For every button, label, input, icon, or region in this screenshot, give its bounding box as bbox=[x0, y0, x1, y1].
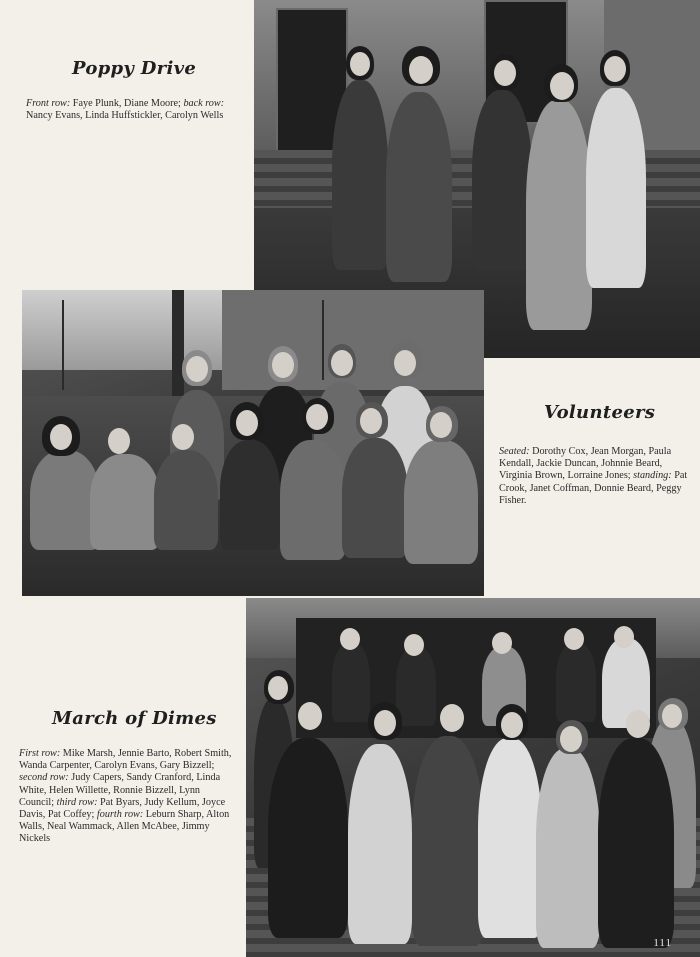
caption-part: Front row: bbox=[26, 98, 73, 109]
caption-part: fourth row: bbox=[96, 809, 146, 821]
caption-part: Pat Byars, Judy Kellum, Joyce Davis, Pat Coffey; bbox=[19, 796, 226, 821]
poppy-drive-caption bbox=[26, 98, 244, 122]
caption-part: Seated: bbox=[499, 446, 533, 457]
poppy-drive-title: Poppy Drive bbox=[72, 58, 197, 79]
caption-part: Pat Crook, Janet Coffman, Donnie Beard, Peggy Fisher. bbox=[499, 470, 688, 506]
page-number: 111 bbox=[653, 937, 672, 949]
caption-part: Judy Capers, Sandy Cranford, Linda White, Helen Willette, Ronnie Bizzell, Lynn Council; bbox=[19, 772, 221, 808]
caption-part: Dorothy Cox, Jean Morgan, Paula Kendall, Jackie Duncan, Johnnie Beard, Virginia Brown, Lorraine Jones; bbox=[499, 446, 672, 482]
caption-part: First row: bbox=[19, 748, 63, 759]
caption-part: Leburn Sharp, Alton Walls, Neal Wammack, Allen McAbee, Jimmy Nickels bbox=[19, 809, 230, 845]
volunteers-title: Volunteers bbox=[544, 402, 656, 423]
volunteers-caption bbox=[499, 446, 689, 507]
caption-part: Mike Marsh, Jennie Barto, Robert Smith, Wanda Carpenter, Carolyn Evans, Gary Bizzell; bbox=[19, 748, 232, 772]
march-of-dimes-title: March of Dimes bbox=[52, 708, 217, 729]
caption-part: standing: bbox=[633, 470, 675, 482]
march-of-dimes-caption bbox=[19, 748, 237, 846]
caption-part: second row: bbox=[19, 772, 72, 784]
caption-part: Faye Plunk, Diane Moore; bbox=[72, 98, 184, 109]
caption-part: Nancy Evans, Linda Huffstickler, Carolyn Wells bbox=[26, 110, 224, 122]
caption-part: back row: bbox=[183, 98, 225, 109]
caption-part: third row: bbox=[56, 796, 101, 808]
volunteers-photo bbox=[22, 290, 484, 596]
march-of-dimes-photo bbox=[246, 598, 700, 957]
